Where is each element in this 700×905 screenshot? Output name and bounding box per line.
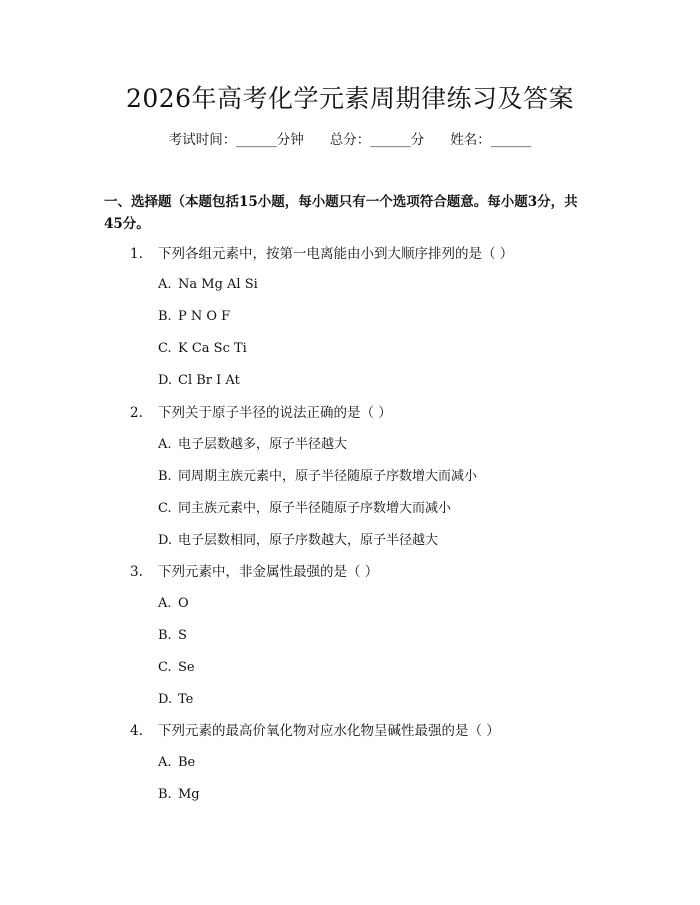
question-number: 4. [130,723,143,739]
exam-time: 考试时间：______分钟 [168,132,304,148]
question-1-option-b [158,307,230,327]
question-2 [130,403,392,423]
question-4-option-b [158,785,200,805]
option-text: 电子层数越多，原子半径越大 [178,437,348,452]
question-number: 2. [130,405,143,421]
option-letter: C. [158,501,172,516]
question-3-option-a [158,594,189,614]
question-text: 下列元素中，非金属性最强的是（ ） [158,564,379,580]
exam-score: 总分：______分 [329,132,425,148]
question-3-option-b [158,626,187,646]
option-text: P N O F [178,309,231,324]
option-letter: A. [158,277,172,292]
page-title: 2026年高考化学元素周期律练习及答案 [125,84,575,113]
option-letter: D. [158,373,173,388]
option-text: 同主族元素中，原子半径随原子序数增大而减小 [178,501,452,516]
question-number: 3. [130,564,143,580]
section-heading-line-1: 一、选择题（本题包括15小题，每小题只有一个选项符合题意。每小题3分，共 [104,194,578,210]
question-4-option-a [158,753,195,773]
question-1-option-a [158,275,258,295]
question-2-option-c [158,499,451,519]
exam-info [0,130,700,150]
question-1-option-c [158,339,247,359]
option-text: 同周期主族元素中，原子半径随原子序数增大而减小 [178,469,478,484]
question-2-option-a [158,435,347,455]
option-letter: B. [158,469,172,484]
question-text: 下列关于原子半径的说法正确的是（ ） [158,405,392,421]
option-letter: A. [158,596,172,611]
option-text: 电子层数相同，原子序数越大，原子半径越大 [178,533,439,548]
option-text: Se [178,660,195,675]
question-2-option-d [158,531,438,551]
section-heading-line-2: 45分。 [104,216,150,232]
question-4 [130,721,500,741]
question-1 [130,244,513,264]
option-letter: A. [158,437,172,452]
question-1-option-d [158,371,240,391]
option-text: S [178,628,187,643]
option-letter: D. [158,533,173,548]
option-letter: C. [158,660,172,675]
question-number: 1. [130,246,143,262]
option-text: Be [178,755,196,770]
option-text: Mg [178,787,200,802]
question-text: 下列元素的最高价氧化物对应水化物呈碱性最强的是（ ） [158,723,500,739]
option-letter: C. [158,341,172,356]
option-text: K Ca Sc Ti [178,341,247,356]
question-2-option-b [158,467,477,487]
question-3-option-d [158,690,193,710]
question-3 [130,562,378,582]
option-letter: B. [158,628,172,643]
option-letter: B. [158,787,172,802]
option-letter: B. [158,309,172,324]
option-letter: D. [158,692,173,707]
question-3-option-c [158,658,195,678]
option-text: O [178,596,189,611]
question-text: 下列各组元素中，按第一电离能由小到大顺序排列的是（ ） [158,246,514,262]
section-heading [104,191,604,235]
option-text: Te [178,692,194,707]
exam-name: 姓名：______ [450,132,532,148]
option-text: Cl Br I At [178,373,240,388]
option-text: Na Mg Al Si [178,277,258,292]
option-letter: A. [158,755,172,770]
